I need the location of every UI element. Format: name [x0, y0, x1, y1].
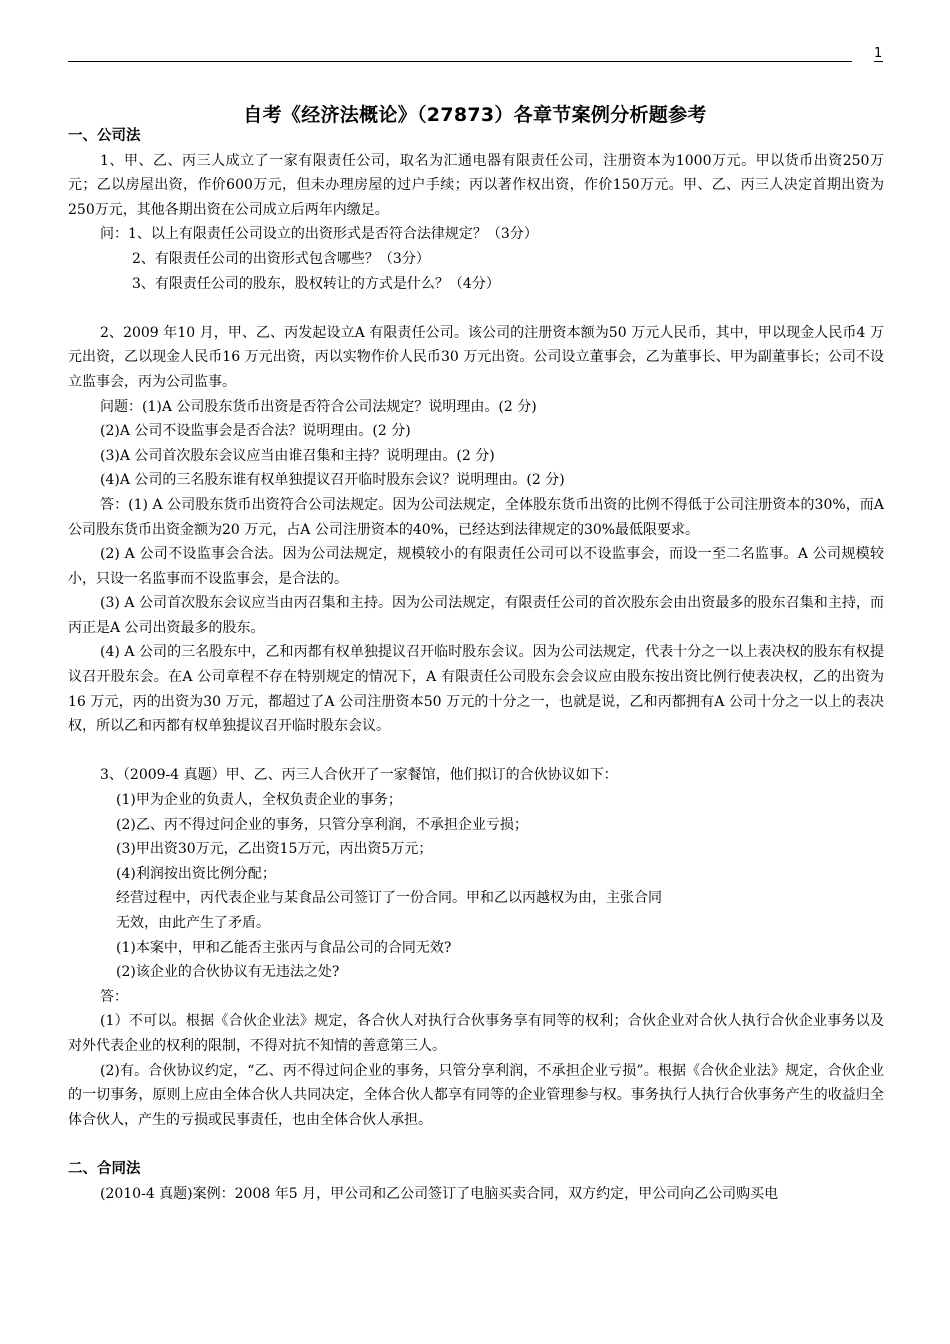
case3-agreement-item: (3)甲出资30万元，乙出资15万元，丙出资5万元； — [116, 841, 433, 858]
case1-question-3: 3、有限责任公司的股东，股权转让的方式是什么？（4分） — [132, 275, 500, 292]
case2-question-3: (3)A 公司首次股东会议应当由谁召集和主持？说明理由。(2 分) — [100, 447, 495, 464]
case3-narrative: 无效，由此产生了矛盾。 — [116, 915, 270, 931]
case3-agreement-item: (1)甲为企业的负责人，全权负责企业的事务； — [116, 792, 402, 809]
paragraph-gap — [68, 1132, 884, 1157]
case3-answer-2: (2)有。合伙协议约定，“乙、丙不得过问企业的事务，只管分享利润，不承担企业亏损”。根据《合伙企业法》规定，合伙企业的一切事务，原则上应由全体合伙人共同决定，全体合伙人都享有同等的企业管理参与权。事务执行人执行合伙事务产生的收益归全体合伙人，产生的亏损或民事责任，也由全体合伙人承担。 — [68, 1062, 884, 1128]
case3-question-1: (1)本案中，甲和乙能否主张丙与食品公司的合同无效? — [116, 939, 452, 956]
header-rule — [68, 61, 852, 62]
document-body — [68, 124, 884, 1206]
case3-agreement-item: (4)利润按出资比例分配； — [116, 865, 276, 882]
case2-answer-4: (4) A 公司的三名股东中，乙和丙都有权单独提议召开临时股东会议。因为公司法规定，代表十分之一以上表决权的股东有权提议召开股东会。在A 公司章程不存在特别规定的情况下，A 有限责任公司股东会会议应由股东按出资比例行使表决权，乙的出资为16 万元，丙的出资为30 万元，都超过了A 公司注册资本50 万元的十分之一，也就是说，乙和丙都拥有A 公司十分之一以上的表决权，所以乙和丙都有权单独提议召开临时股东会议。 — [68, 644, 884, 735]
section-heading-contract-law: 二、合同法 — [68, 1160, 141, 1177]
case3-answer-1: (1）不可以。根据《合伙企业法》规定，各合伙人对执行合伙事务享有同等的权利；合伙企业对合伙人执行合伙企业事务以及对外代表企业的权利的限制，不得对抗不知情的善意第三人。 — [68, 1013, 884, 1054]
case2-answer-3: (3) A 公司首次股东会议应当由丙召集和主持。因为公司法规定，有限责任公司的首次股东会由出资最多的股东召集和主持，而丙正是A 公司出资最多的股东。 — [68, 595, 884, 636]
page-number: 1 — [874, 46, 883, 61]
case2-answer-1: 答：(1) A 公司股东货币出资符合公司法规定。因为公司法规定，全体股东货币出资的比例不得低于公司注册资本的30%，而A 公司股东货币出资金额为20 万元，占A 公司注册资本的40%，已经达到法律规定的30%最低限要求。 — [68, 496, 884, 538]
case2-answer-2: (2) A 公司不设监事会合法。因为公司法规定，规模较小的有限责任公司可以不设监事会，而设一至二名监事。A 公司规模较小，只设一名监事而不设监事会，是合法的。 — [68, 546, 884, 587]
case2-question-1: 问题：(1)A 公司股东货币出资是否符合公司法规定？说明理由。(2 分) — [100, 398, 537, 415]
header-rule-tick — [874, 61, 883, 62]
case3-agreement-item: (2)乙、丙不得过问企业的事务，只管分享利润，不承担企业亏损； — [116, 816, 528, 833]
case2-paragraph: 2、2009 年10 月，甲、乙、丙发起设立A 有限责任公司。该公司的注册资本额为50 万元人民币，其中，甲以现金人民币4 万元出资，乙以现金人民币16 万元出资，丙以实物作价人民币30 万元出资。公司设立董事会，乙为董事长、甲为副董事长；公司不设立监事会，丙为公司监事。 — [68, 324, 884, 390]
paragraph-gap — [68, 296, 884, 321]
case3-narrative: 经营过程中，丙代表企业与某食品公司签订了一份合同。甲和乙以丙越权为由，主张合同 — [116, 890, 662, 907]
case1-question-1: 问：1、以上有限责任公司设立的出资形式是否符合法律规定？（3分） — [100, 226, 538, 243]
case2-question-2: (2)A 公司不设监事会是否合法？说明理由。(2 分) — [100, 423, 411, 440]
case3-question-2: (2)该企业的合伙协议有无违法之处? — [116, 964, 340, 981]
contract-case-paragraph: (2010-4 真题)案例：2008 年5 月，甲公司和乙公司签订了电脑买卖合同，双方约定，甲公司向乙公司购买电 — [100, 1185, 779, 1202]
document-title: 自考《经济法概论》（27873）各章节案例分析题参考 — [243, 104, 707, 126]
section-heading-company-law: 一、公司法 — [68, 128, 141, 144]
case2-question-4: (4)A 公司的三名股东谁有权单独提议召开临时股东会议？说明理由。(2 分) — [100, 472, 565, 489]
case1-question-2: 2、有限责任公司的出资形式包含哪些？（3分） — [132, 250, 430, 267]
case3-intro: 3、（2009-4 真题）甲、乙、丙三人合伙开了一家餐馆，他们拟订的合伙协议如下： — [100, 767, 618, 784]
paragraph-gap — [68, 739, 884, 764]
case3-answer-label: 答： — [100, 988, 128, 1005]
case1-paragraph: 1、甲、乙、丙三人成立了一家有限责任公司，取名为汇通电器有限责任公司，注册资本为1000万元。甲以货币出资250万元；乙以房屋出资，作价600万元，但未办理房屋的过户手续；丙以著作权出资，作价150万元。甲、乙、丙三人决定首期出资为250万元，其他各期出资在公司成立后两年内缴足。 — [68, 152, 884, 218]
